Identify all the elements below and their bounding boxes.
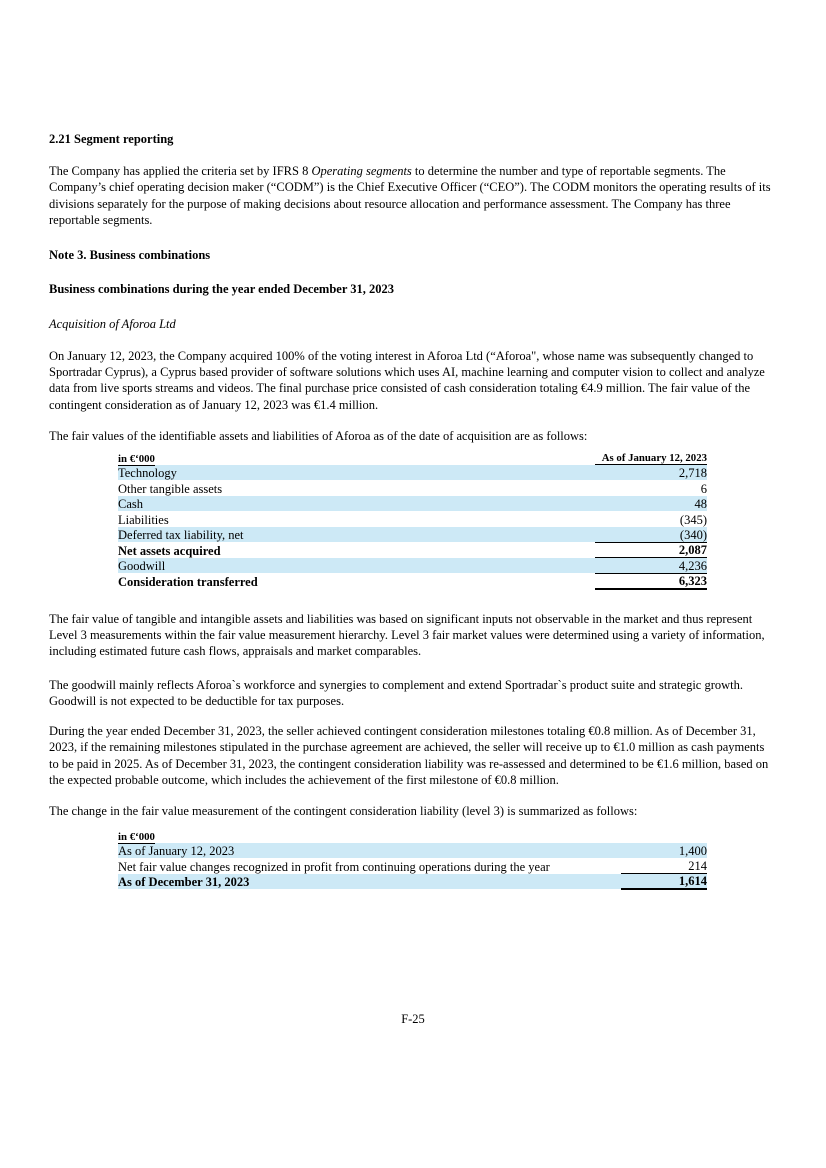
segment-reporting-paragraph xyxy=(49,163,777,229)
contingent-consideration-paragraph: During the year ended December 31, 2023, the seller achieved contingent consideration milestones totaling €0.8 million. As of December 31, 2023, if the remaining milestones stipulated in the purchase agreement are achieved, the seller will receive up to €1.0 million as cash payments to be paid in 2025. As of December 31, 2023, the contingent consideration liability was re-assessed and determined to be €1.6 million, based on the expected probable outcome, which includes the achievement of the first milestone of €0.8 million. xyxy=(49,723,769,787)
row-label: Consideration transferred xyxy=(118,574,258,589)
contingent-liability-table xyxy=(118,829,707,891)
text-run: The Company has applied the criteria set by IFRS 8 xyxy=(49,164,312,178)
row-value: 6 xyxy=(700,481,707,496)
table-header-row xyxy=(118,829,707,843)
row-value: 6,323 xyxy=(595,573,707,589)
unit-label: in €‘000 xyxy=(118,452,155,465)
row-value: 1,614 xyxy=(621,874,707,890)
table-row xyxy=(118,527,707,543)
acquisition-subheading: Acquisition of Aforoa Ltd xyxy=(49,316,176,331)
table-row xyxy=(118,858,707,874)
row-label: Cash xyxy=(118,497,143,512)
row-value: 1,400 xyxy=(678,844,707,859)
table-date-header: As of January 12, 2023 xyxy=(595,451,707,465)
row-label: As of January 12, 2023 xyxy=(118,844,235,859)
acquisition-paragraph: On January 12, 2023, the Company acquired 100% of the voting interest in Aforoa Ltd (“Aforoa", whose name was subsequently changed to Sportradar Cyprus), a Cyprus based provider of software solutions which uses AI, machine learning and computer vision to collect and analyze data from live sports streams and videos. The final purchase price consisted of cash consideration totaling €4.9 million. The fair value of the contingent consideration as of January 12, 2023 was €1.4 million. xyxy=(49,348,765,412)
note3-heading: Note 3. Business combinations xyxy=(49,247,211,262)
table-row xyxy=(118,511,707,527)
table-header-row xyxy=(118,451,707,465)
row-label: Liabilities xyxy=(118,512,169,527)
segment-reporting-heading: 2.21 Segment reporting xyxy=(49,132,174,146)
table-row xyxy=(118,558,707,574)
table-date-header xyxy=(621,829,707,843)
table-row xyxy=(118,496,707,512)
goodwill-paragraph: The goodwill mainly reflects Aforoa`s workforce and synergies to complement and extend Sportradar`s product suite and strategic growth. Goodwill is not expected to be deductible for tax purposes. xyxy=(49,677,744,709)
fair-values-intro: The fair values of the identifiable assets and liabilities of Aforoa as of the date of acquisition are as follows: xyxy=(49,429,588,444)
table-unit-header xyxy=(118,829,621,843)
table-row xyxy=(118,480,707,496)
table-unit-header xyxy=(118,451,595,465)
unit-label: in €‘000 xyxy=(118,830,155,843)
business-combinations-heading: Business combinations during the year ended December 31, 2023 xyxy=(49,281,395,296)
acquisition-fair-value-table xyxy=(118,451,707,590)
row-label: Goodwill xyxy=(118,559,166,574)
table-row xyxy=(118,542,707,558)
page-number: F-25 xyxy=(401,1012,425,1026)
row-label: Technology xyxy=(118,466,177,481)
row-value: (340) xyxy=(595,527,707,543)
row-value: 2,087 xyxy=(595,542,707,558)
change-in-fair-value-intro: The change in the fair value measurement of the contingent consideration liability (level 3) is summarized as follows: xyxy=(49,804,638,819)
level3-measurement-paragraph: The fair value of tangible and intangible assets and liabilities was based on significant inputs not observable in the market and thus represent Level 3 measurements within the fair value measurement hierarchy. Level 3 fair market values were determined using a variety of information, including estimated future cash flows, appraisals and market comparables. xyxy=(49,611,765,659)
table-row xyxy=(118,874,707,890)
row-value: 214 xyxy=(621,858,707,874)
row-label: Net assets acquired xyxy=(118,543,221,558)
table-row xyxy=(118,573,707,589)
row-value: 48 xyxy=(694,497,707,512)
table-row xyxy=(118,843,707,859)
row-value: 2,718 xyxy=(678,466,707,481)
row-label: Net fair value changes recognized in profit from continuing operations during the year xyxy=(118,859,550,874)
table-row xyxy=(118,465,707,481)
italic-text-run: Operating segments xyxy=(311,164,412,178)
row-label: Other tangible assets xyxy=(118,481,223,496)
row-value: (345) xyxy=(679,512,707,527)
text-run: to determine the number and type of reportable segments. The Company’s chief operating decision maker (“CODM”) is the Chief Executive Officer (“CEO”). The CODM monitors the operating results of its divisions separately for the purpose of making decisions about resource allocation and performance assessment. The Company has three reportable segments. xyxy=(49,164,771,228)
row-label: As of December 31, 2023 xyxy=(118,875,250,890)
row-label: Deferred tax liability, net xyxy=(118,528,244,543)
row-value: 4,236 xyxy=(595,558,707,574)
